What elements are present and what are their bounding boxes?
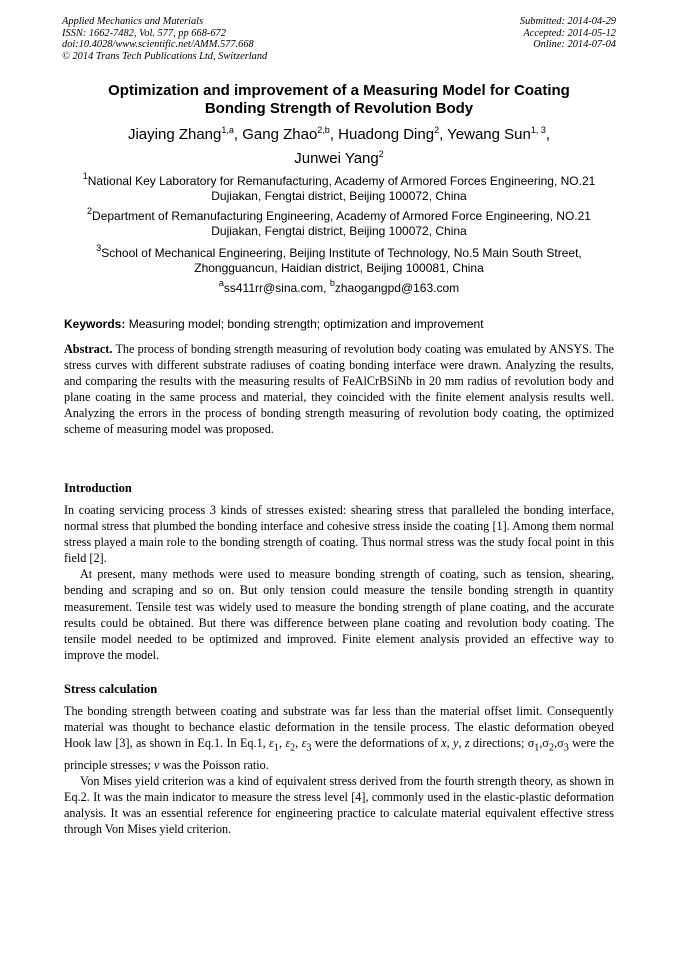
section-heading-stress-calculation: Stress calculation (64, 682, 158, 696)
affiliation-line: Dujiakan, Fengtai district, Beijing 100072, China (211, 189, 467, 203)
paragraph: Von Mises yield criterion was a kind of equivalent stress derived from the fourth strength theory, as shown in Eq.2. It was the main indicator to measure the stress level [4], commonly used in the elastic-plastic deformation analysis. It was an essential reference for engineering practice to calculate material equivalent effective stress through Von Mises yield criterion. (64, 773, 614, 837)
author-emails (60, 278, 618, 296)
affiliation-line (60, 243, 618, 261)
author-separator: , (545, 126, 551, 143)
keywords-label: Keywords: (64, 317, 126, 331)
affiliation-3 (60, 243, 618, 276)
symbol-epsilon: ε (301, 736, 307, 751)
title-line-2: Bonding Strength of Revolution Body (204, 100, 474, 117)
journal-doi: doi:10.4028/www.scientific.net/AMM.577.668 (62, 39, 254, 50)
subscript: 2 (290, 742, 296, 754)
publication-dates (520, 16, 616, 51)
keywords (64, 317, 614, 332)
affiliation-line (60, 206, 618, 224)
text-run: , (446, 736, 454, 751)
abstract-text: The process of bonding strength measuring of revolution body coating was emulated by ANSYS. The stress curves with different substrate radiuses of coating bonding interface were drawn. Analyzing the results, and comparing the results with the measuring results of FeAlCrBSiNb in 20 mm radius of revolution body and plane coating in the same process and material, they coincided with the finite element analysis results well. Analyzing the errors in the process of bonding strength measuring of revolution body coating, the optimized scheme of measuring model was proposed. (64, 342, 614, 437)
abstract-label: Abstract. (64, 342, 113, 356)
journal-issn: ISSN: 1662-7482, Vol. 577, pp 668-672 (62, 27, 226, 39)
symbol-y: y (453, 736, 459, 751)
keywords-text: Measuring model; bonding strength; optimization and improvement (125, 317, 484, 331)
email-b: zhaogangpd@163.com (334, 281, 460, 295)
symbol-v: v (154, 757, 160, 772)
author-name: Jiaying Zhang (127, 126, 222, 143)
affiliation-line: Zhongguancun, Haidian district, Beijing 100081, China (194, 261, 484, 275)
affiliation-text: School of Mechanical Engineering, Beijing Institute of Technology, No.5 Main South Street, (101, 246, 582, 260)
author-name: Yewang Sun (447, 126, 531, 143)
text-run: , (458, 736, 465, 751)
affiliation-text: National Key Laboratory for Remanufacturing, Academy of Armored Forces Engineering, NO.21 (87, 174, 596, 188)
symbol-z: z (464, 736, 470, 751)
symbol-epsilon: ε (269, 736, 274, 751)
introduction-body (64, 502, 614, 663)
affiliation-mark: 1 (82, 171, 88, 181)
paper-title (60, 82, 618, 118)
paragraph: At present, many methods were used to measure bonding strength of coating, such as tension, shearing, bending and scraping and so on. But only tension could measure the tensile bonding strength in quantity measurement. Tensile test was widely used to measure the bonding strength of plane coating, and the accurate results could be obtained. But there was difference between plane coating and revolution body coating. The tensile model needed to be optimized and improved. Finite element analysis provided an effective way to improve the model. (64, 567, 614, 662)
author-separator: , (233, 126, 243, 143)
abstract (64, 341, 614, 438)
text-run: were the principle stresses; (64, 736, 615, 772)
text-run: were the deformations of (311, 736, 442, 751)
date-submitted: Submitted: 2014-04-29 (519, 16, 616, 27)
author-affiliation-mark: 2,b (317, 125, 330, 135)
subscript: 1 (273, 742, 279, 754)
symbol-epsilon: ε (285, 736, 291, 751)
author-affiliation-mark: 1, 3 (530, 125, 546, 135)
email-mark: b (329, 278, 335, 288)
author-affiliation-mark: 1,a (221, 125, 234, 135)
author-affiliation-mark: 2 (378, 149, 384, 159)
symbol-x: x (441, 736, 447, 751)
journal-name: Applied Mechanics and Materials (62, 16, 204, 27)
text-run: , (278, 736, 286, 751)
journal-info (62, 16, 267, 62)
date-online: Online: 2014-07-04 (533, 39, 616, 50)
text-run: directions; σ (469, 736, 535, 751)
subscript: 3 (563, 742, 569, 754)
text-run: ,σ (554, 736, 564, 751)
date-accepted: Accepted: 2014-05-12 (523, 27, 616, 39)
text-run: The bonding strength between coating and substrate was far less than the material offset limit. Consequently material was thought to bechance elastic deformation in the tensile process. The elastic deformation obeyed Hook law [3], as shown in Eq.1. In Eq.1, (64, 704, 614, 751)
title-line-1: Optimization and improvement of a Measuring Model for Coating (108, 82, 570, 99)
stress-calculation-body (64, 703, 614, 837)
affiliation-text: Department of Remanufacturing Engineering, Academy of Armored Force Engineering, NO.21 (92, 209, 591, 223)
affiliation-1 (60, 171, 618, 204)
subscript: 2 (549, 742, 555, 754)
subscript: 1 (534, 742, 540, 754)
affiliation-2 (60, 206, 618, 239)
text-run: was the Poisson ratio. (159, 757, 269, 772)
affiliation-mark: 3 (96, 243, 102, 253)
email-a: ss411rr@sina.com, (223, 281, 330, 295)
paragraph (64, 703, 614, 773)
text-run: , (295, 736, 302, 751)
author-name: Gang Zhao (242, 126, 318, 143)
author-separator: , (439, 126, 448, 143)
author-name: Junwei Yang (294, 150, 379, 167)
authors-line-2 (60, 147, 618, 171)
text-run: ,σ (539, 736, 549, 751)
author-name: Huadong Ding (338, 126, 435, 143)
affiliation-mark: 2 (87, 206, 93, 216)
authors-line-1 (60, 123, 618, 147)
email-mark: a (218, 278, 224, 288)
subscript: 3 (306, 742, 312, 754)
affiliation-line: Dujiakan, Fengtai district, Beijing 100072, China (211, 224, 467, 238)
journal-copyright: © 2014 Trans Tech Publications Ltd, Switzerland (62, 50, 268, 62)
author-affiliation-mark: 2 (434, 125, 440, 135)
author-list (60, 123, 618, 171)
paragraph: In coating servicing process 3 kinds of stresses existed: shearing stress that paralleled the bonding interface, normal stress that plumbed the bonding interface and cohesive stress inside the coating [1]. Among them normal stress played a main role to the bonding strength of coating. Thus normal stress was the study focal point in this field [2]. (64, 503, 614, 566)
affiliation-line (60, 171, 618, 189)
section-heading-introduction: Introduction (64, 481, 132, 495)
author-separator: , (329, 126, 339, 143)
